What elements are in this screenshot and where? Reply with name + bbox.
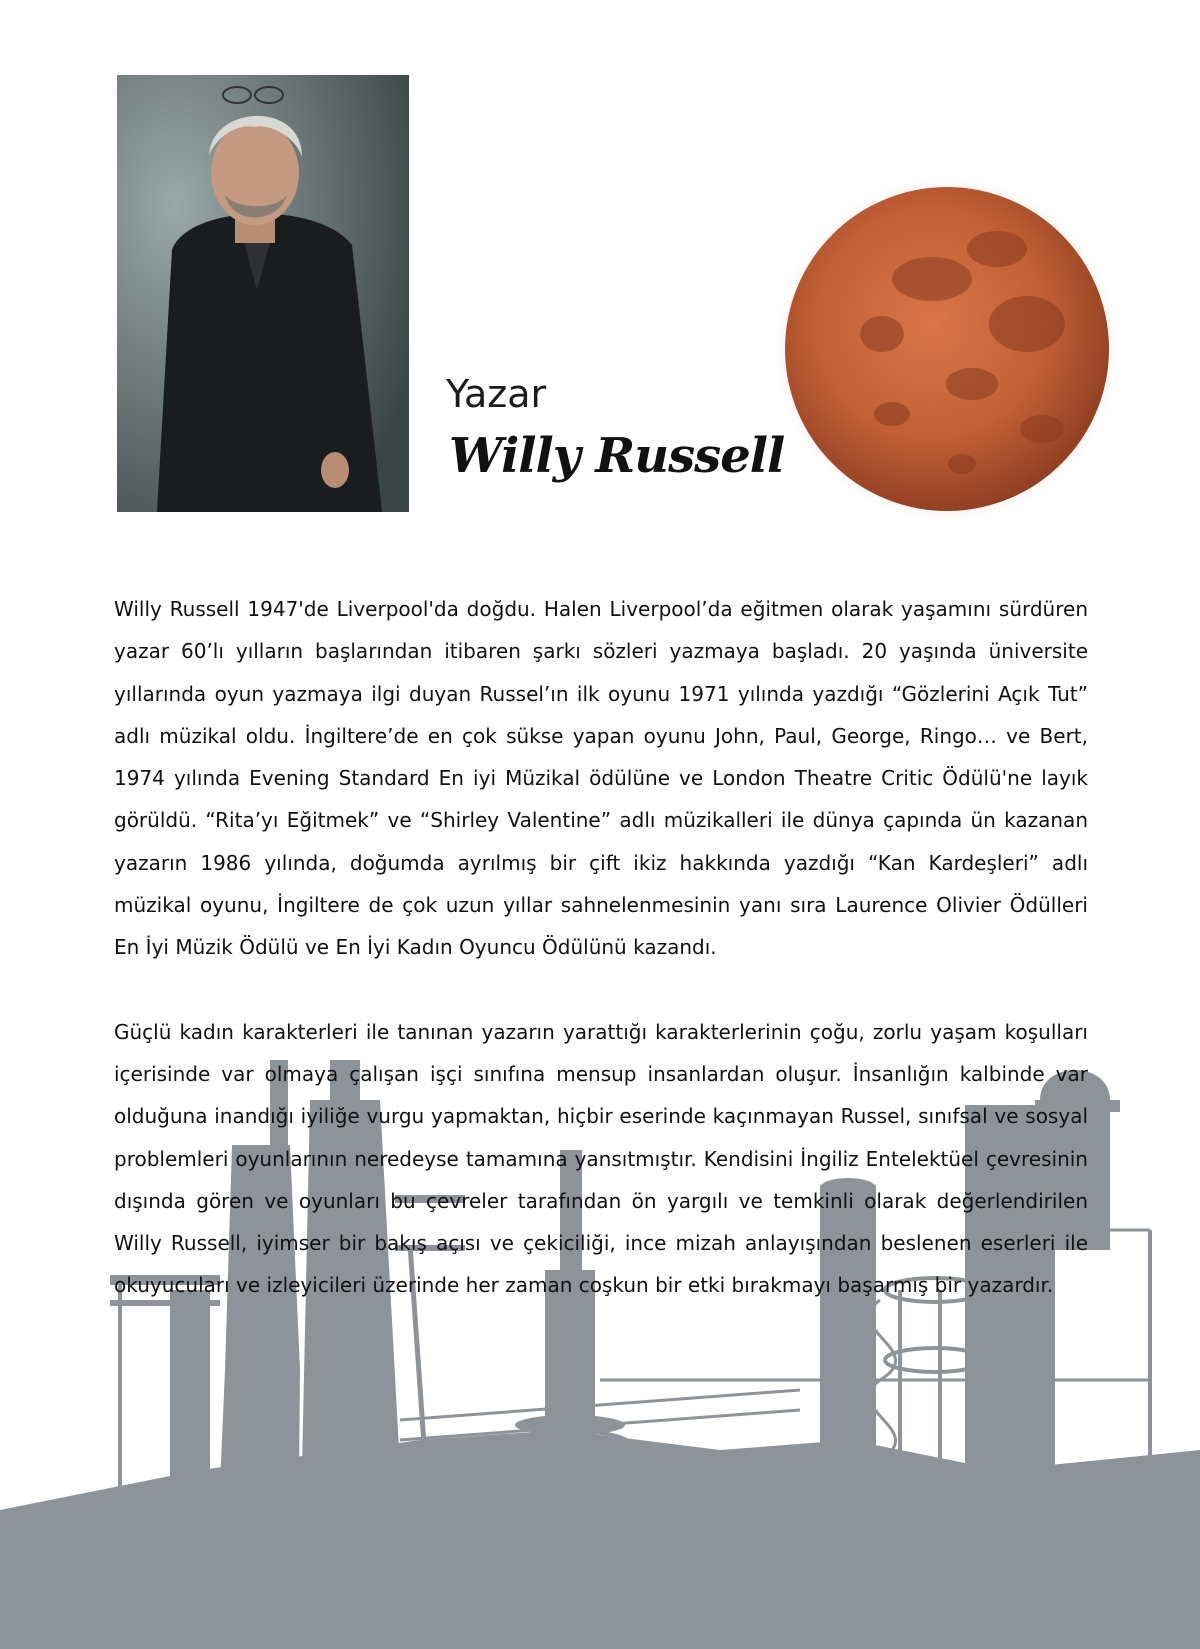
bio-paragraph-2: Güçlü kadın karakterleri ile tanınan yazarın yarattığı karakterlerinin çoğu, zorlu yaşam koşulları içerisinde var olmaya çalışan işçi sınıfına mensup insanlardan oluşur. İnsanlığın kalbinde var olduğuna inandığı iyiliğe vurgu yapmaktan, hiçbir eserinde kaçınmayan Russel, sınıfsal ve sosyal problemleri oyunlarının neredeyse tamamına yansıtmıştır. Kendisini İngiliz Entelektüel çevresinin dışında gören ve oyunları bu çevreler tarafından ön yargılı ve temkinli olarak değerlendirilen Willy Russell, iyimser bir bakış açısı ve çekiciliği, ince mizah anlayışından beslenen eserleri ile okuyucuları ve izleyicileri üzerinde her zaman coşkun bir etki bırakmayı başarmış bir yazardır. xyxy=(114,1019,1088,1298)
role-label: Yazar xyxy=(446,372,547,416)
author-portrait-photo xyxy=(117,75,409,512)
bio-paragraph-1: Willy Russell 1947'de Liverpool'da doğdu. Halen Liverpool’da eğitmen olarak yaşamını sürdüren yazar 60’lı yılların başlarından itibaren şarkı sözleri yazmaya başladı. 20 yaşında üniversite yıllarında oyun yazmaya ilgi duyan Russel’ın ilk oyunu 1971 yılında yazdığı “Gözlerini Açık Tut” adlı müzikal oldu. İngiltere’de en çok sükse yapan oyunu John, Paul, George, Ringo… ve Bert, 1974 yılında Evening Standard En iyi Müzikal ödülüne ve London Theatre Critic Ödülü'ne layık görüldü. “Rita’yı Eğitmek” ve “Shirley Valentine” adlı müzikalleri ile dünya çapında ün kazanan yazarın 1986 yılında, doğumda ayrılmış bir çift ikiz hakkında yazdığı “Kan Kardeşleri” adlı müzikal oyunu, İngiltere de çok uzun yıllar sahnelenmesinin yanı sıra Laurence Olivier Ödülleri En İyi Müzik Ödülü ve En İyi Kadın Oyuncu Ödülünü kazandı. xyxy=(114,597,1088,960)
blood-moon-image xyxy=(772,174,1122,524)
author-name-title: Willy Russell xyxy=(449,428,785,484)
biography-text xyxy=(114,588,1088,1307)
